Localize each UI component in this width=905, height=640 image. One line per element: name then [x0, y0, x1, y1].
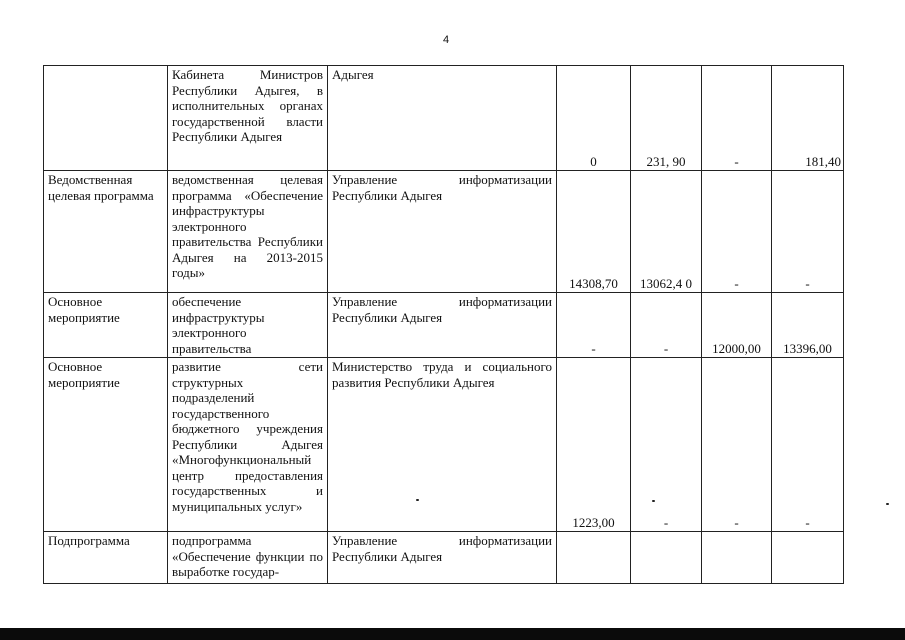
row-executor-cell: Управление информатизации Республики Адыгея [328, 171, 557, 293]
scan-speck [886, 503, 889, 505]
value-cell-1: 0 [557, 66, 631, 171]
value-cell-4: - [772, 171, 844, 293]
scan-edge-bar [0, 628, 905, 640]
value-cell-4 [772, 532, 844, 584]
value-cell-2 [631, 532, 702, 584]
row-name-cell: Кабинета Министров Республики Адыгея, в исполнительных органах государственной власти Республики Адыгея [168, 66, 328, 171]
table-row [44, 293, 844, 358]
value-cell-2: 231, 90 [631, 66, 702, 171]
value-cell-1: - [557, 293, 631, 358]
value-cell-4: 181,40 [772, 66, 844, 171]
budget-table [43, 65, 844, 584]
value-cell-3 [702, 532, 772, 584]
value-cell-3: - [702, 171, 772, 293]
row-name-cell: обеспечение инфраструктуры электронного правительства [168, 293, 328, 358]
table-row [44, 532, 844, 584]
value-cell-3: - [702, 66, 772, 171]
page-number: 4 [442, 34, 450, 46]
row-executor-cell: Управление информатизации Республики Адыгея [328, 532, 557, 584]
value-cell-2: - [631, 358, 702, 532]
table-row [44, 171, 844, 293]
row-type-cell: Основное мероприятие [44, 358, 168, 532]
table-row [44, 358, 844, 532]
row-type-cell: Основное мероприятие [44, 293, 168, 358]
row-type-cell [44, 66, 168, 171]
value-cell-2: 13062,4 0 [631, 171, 702, 293]
row-type-cell: Подпрограмма [44, 532, 168, 584]
value-cell-1: 1223,00 [557, 358, 631, 532]
scan-speck [416, 499, 419, 501]
table-row [44, 66, 844, 171]
scan-speck [652, 500, 655, 502]
row-name-cell: развитие сети структурных подразделений государственного бюджетного учреждения Республики Адыгея «Многофункциональный центр предоставления государственных и муниципальных услуг» [168, 358, 328, 532]
value-cell-3: - [702, 358, 772, 532]
value-cell-1 [557, 532, 631, 584]
value-cell-3: 12000,00 [702, 293, 772, 358]
value-cell-1: 14308,70 [557, 171, 631, 293]
value-cell-2: - [631, 293, 702, 358]
row-name-cell: подпрограмма «Обеспечение функции по выработке государ- [168, 532, 328, 584]
row-name-cell: ведомственная целевая программа «Обеспечение инфраструктуры электронного правительства Республики Адыгея на 2013-2015 годы» [168, 171, 328, 293]
row-executor-cell: Управление информатизации Республики Адыгея [328, 293, 557, 358]
row-executor-cell: Министерство труда и социального развития Республики Адыгея [328, 358, 557, 532]
value-cell-4: 13396,00 [772, 293, 844, 358]
row-executor-cell: Адыгея [328, 66, 557, 171]
row-type-cell: Ведомственная целевая программа [44, 171, 168, 293]
value-cell-4: - [772, 358, 844, 532]
